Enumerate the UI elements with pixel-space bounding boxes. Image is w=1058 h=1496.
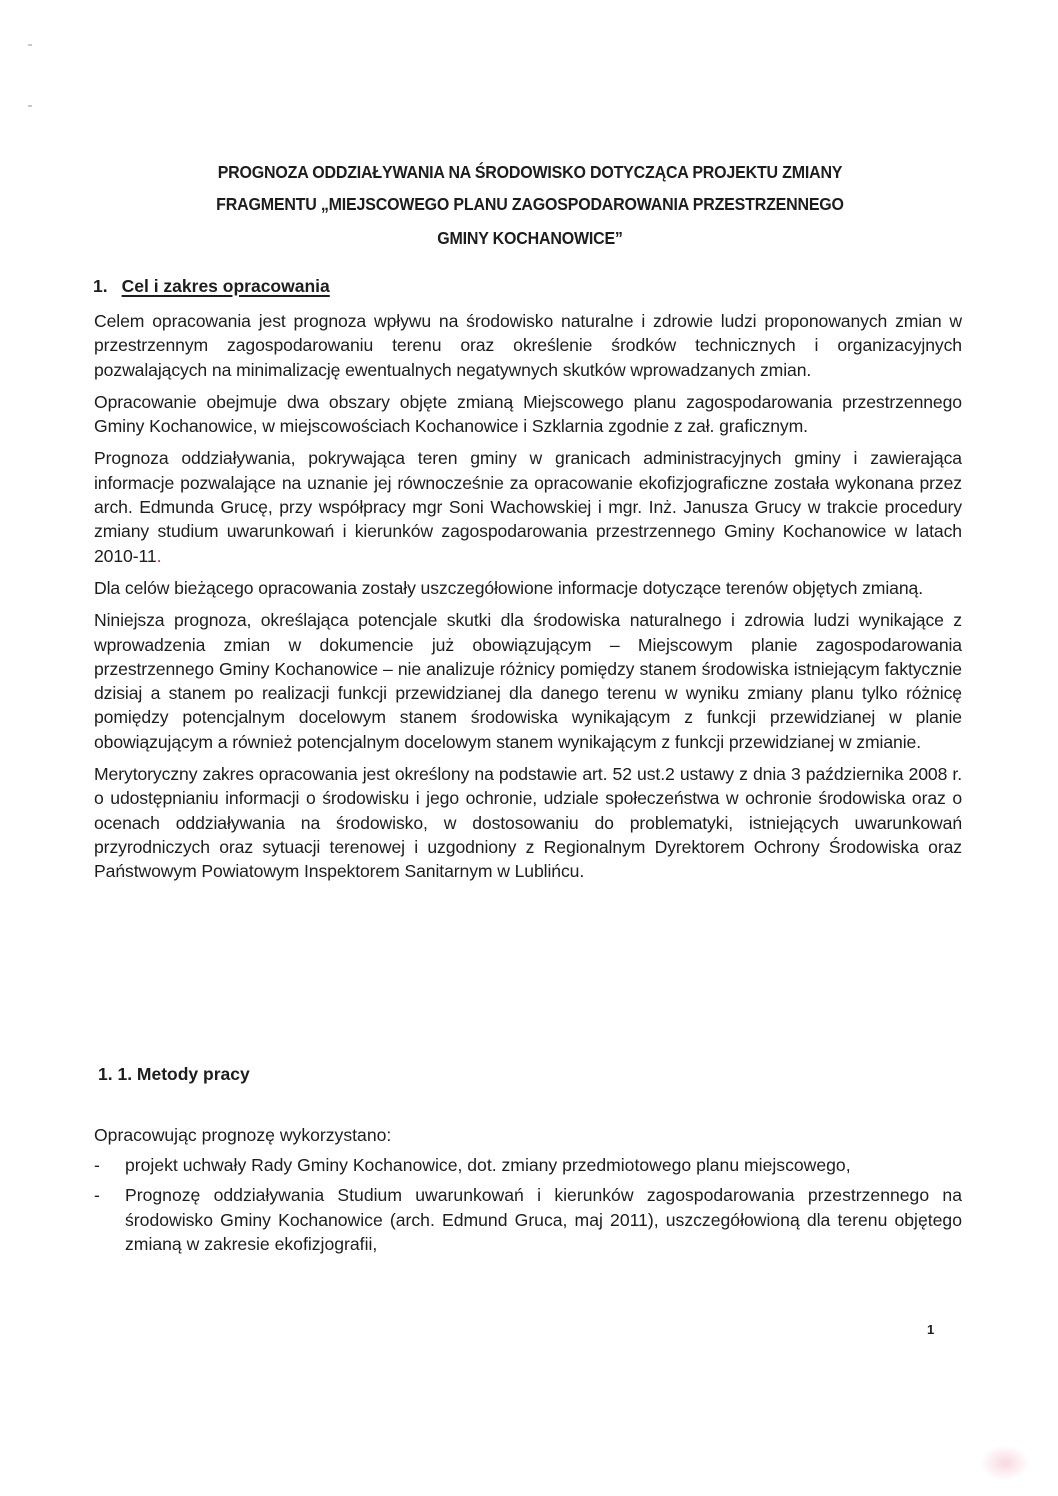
stamp-mark (980, 1445, 1030, 1481)
list-item (94, 1153, 962, 1177)
section-number: 1. (93, 276, 108, 296)
title-line: FRAGMENTU „MIEJSCOWEGO PLANU ZAGOSPODAROWANIA PRZESTRZENNEGO (216, 194, 844, 214)
section-title: Cel i zakres opracowania (121, 276, 330, 296)
bullet-dash: - (94, 1185, 100, 1206)
paragraph: Celem opracowania jest prognoza wpływu na środowisko naturalne i zdrowie ludzi proponowanych zmian w przestrzennym zagospodarowaniu terenu oraz określenie środków technicznych i organizacyjnych pozwalających na minimalizację ewentualnych negatywnych skutków wprowadzanych zmian. (94, 311, 962, 380)
paragraph: Opracowanie obejmuje dwa obszary objęte zmianą Miejscowego planu zagospodarowania przestrzennego Gminy Kochanowice, w miejscowościach Kochanowice i Szklarnia zgodnie z zał. graficznym. (94, 391, 962, 437)
paragraph-text: Prognoza oddziaływania, pokrywająca teren gminy w granicach administracyjnych gminy i zawierająca informacje pozwalające na uznanie jej równocześnie za opracowanie ekofizjograficzne została wykonana przez arch. Edmunda Grucę, przy współpracy mgr Soni Wachowskiej i mgr. Inż. Janusza Grucy w trakcie procedury zmiany studium uwarunkowań i kierunków zagospodarowania przestrzennego Gminy Kochanowice w latach 2010-11 (94, 448, 962, 566)
bullet-dash: - (94, 1155, 100, 1175)
scan-speck (28, 44, 32, 46)
paragraph: Dla celów bieżącego opracowania zostały uszczegółowione informacje dotyczące terenów objętych zmianą. (94, 577, 923, 598)
list-intro: Opracowując prognozę wykorzystano: (94, 1125, 392, 1145)
title-line: GMINY KOCHANOWICE” (437, 228, 623, 248)
paragraph (94, 446, 962, 567)
paragraph: Niniejsza prognoza, określająca potencjale skutki dla środowiska naturalnego i zdrowia ludzi wynikające z wprowadzenia zmian w dokumencie już obowiązującym – Miejscowym planie zagospodarowania przestrzennego Gminy Kochanowice – nie analizuje różnicy pomiędzy stanem środowiska istniejącym faktycznie dzisiaj a stanem po realizacji funkcji przewidzianej dla danego terenu w wyniku zmiany planu tylko różnicę pomiędzy potencjalnym docelowym stanem środowiska wynikającym z funkcji przewidzianej w planie obowiązującym a również potencjalnym docelowym stanem wynikającym z funkcji przewidzianej w zmianie. (94, 610, 962, 752)
section-heading (93, 276, 336, 297)
section-body (94, 309, 962, 892)
red-mark: . (156, 545, 162, 566)
list-item (94, 1183, 962, 1256)
page-number: 1 (927, 1322, 935, 1337)
scan-speck (28, 105, 32, 107)
list-item-text: projekt uchwały Rady Gminy Kochanowice, dot. zmiany przedmiotowego planu miejscowego, (125, 1155, 851, 1175)
document-title (130, 156, 930, 254)
title-line: PROGNOZA ODDZIAŁYWANIA NA ŚRODOWISKO DOTYCZĄCA PROJEKTU ZMIANY (217, 162, 843, 182)
paragraph: Merytoryczny zakres opracowania jest określony na podstawie art. 52 ust.2 ustawy z dnia 3 października 2008 r. o udostępnianiu informacji o środowisku i jego ochronie, udziale społeczeństwa w ochronie środowiska oraz o ocenach oddziaływania na środowisko, w dostosowaniu do problematyki, istniejących uwarunkowań przyrodniczych oraz sytuacji terenowej i uzgodniony z Regionalnym Dyrektorem Ochrony Środowiska oraz Państwowym Powiatowym Inspektorem Sanitarnym w Lublińcu. (94, 764, 962, 882)
sources-list (94, 1153, 962, 1262)
list-item-text: Prognozę oddziaływania Studium uwarunkowań i kierunków zagospodarowania przestrzennego na środowisko Gminy Kochanowice (arch. Edmund Gruca, maj 2011), uszczegółowioną dla terenu objętego zmianą w zakresie ekofizjografii, (125, 1185, 962, 1254)
subsection-heading: 1. 1. Metody pracy (98, 1064, 250, 1084)
